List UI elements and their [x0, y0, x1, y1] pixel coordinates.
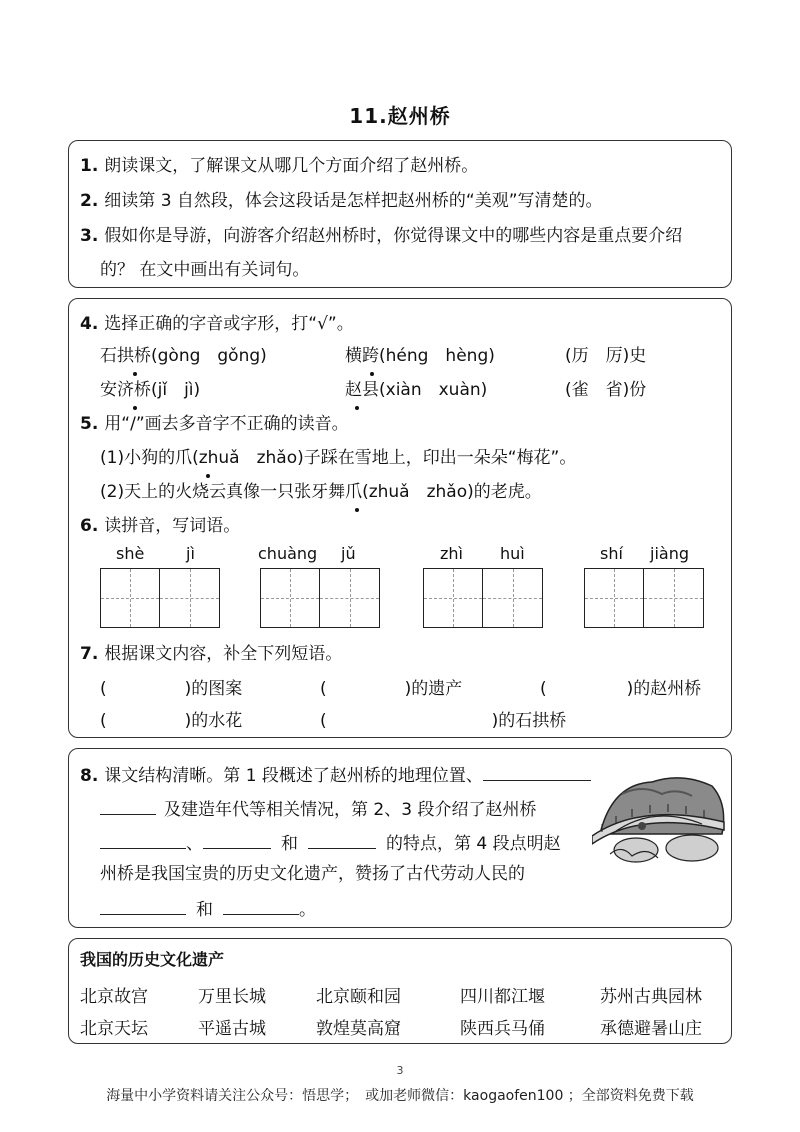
- emphasis-dot: [370, 372, 374, 376]
- question-1: 1. 朗读课文，了解课文从哪几个方面介绍了赵州桥。: [80, 156, 479, 176]
- emphasis-dot: [133, 406, 137, 410]
- emphasis-dot: [133, 372, 137, 376]
- q4-option: (历 厉)史: [565, 346, 647, 366]
- writing-cell[interactable]: [423, 568, 483, 628]
- fill-phrase[interactable]: ( )的赵州桥: [540, 679, 702, 699]
- pinyin: zhì: [440, 544, 463, 563]
- pinyin: jiàng: [650, 544, 689, 563]
- writing-cell[interactable]: [260, 568, 320, 628]
- pinyin: huì: [500, 544, 525, 563]
- writing-cell[interactable]: [320, 568, 380, 628]
- heritage-item: 敦煌莫高窟: [316, 1019, 401, 1039]
- heritage-item: 承德避暑山庄: [600, 1019, 702, 1039]
- question-5: 5. 用“/”画去多音字不正确的读音。: [80, 414, 349, 434]
- question-8-line-1: 8. 课文结构清晰。第 1 段概述了赵州桥的地理位置、: [80, 762, 591, 788]
- writing-cell[interactable]: [160, 568, 220, 628]
- heritage-heading: 我国的历史文化遗产: [80, 950, 225, 969]
- writing-grid[interactable]: [423, 568, 543, 630]
- question-8-line-2: 及建造年代等相关情况，第 2、3 段介绍了赵州桥: [100, 796, 536, 822]
- answer-blank[interactable]: [100, 796, 156, 815]
- question-3-cont: 的？ 在文中画出有关词句。: [100, 260, 310, 280]
- fill-phrase[interactable]: ( )的遗产: [320, 679, 463, 699]
- emphasis-dot: [355, 508, 359, 512]
- q4-option: 石拱桥(gòng gǒng): [100, 346, 267, 366]
- q4-option: 横跨(héng hèng): [345, 346, 495, 366]
- fill-phrase[interactable]: ( )的石拱桥: [320, 711, 567, 731]
- bridge-illustration: [592, 764, 730, 870]
- emphasis-dot: [206, 474, 210, 478]
- pinyin: shè: [116, 544, 145, 563]
- question-8-line-5: 和 。: [100, 896, 316, 922]
- writing-grid[interactable]: [260, 568, 380, 630]
- writing-cell[interactable]: [483, 568, 543, 628]
- question-7: 7. 根据课文内容，补全下列短语。: [80, 644, 343, 664]
- heritage-item: 平遥古城: [198, 1019, 266, 1039]
- writing-cell[interactable]: [100, 568, 160, 628]
- answer-blank[interactable]: [100, 896, 186, 915]
- fill-phrase[interactable]: ( )的水花: [100, 711, 243, 731]
- heritage-item: 北京故宫: [80, 987, 148, 1007]
- heritage-item: 四川都江堰: [460, 987, 545, 1007]
- question-4: 4. 选择正确的字音或字形，打“√”。: [80, 314, 354, 334]
- question-6: 6. 读拼音，写词语。: [80, 516, 241, 536]
- heritage-item: 北京颐和园: [316, 987, 401, 1007]
- page-title: 11.赵州桥: [349, 104, 451, 128]
- footer-note: 海量中小学资料请关注公众号：悟思学； 或加老师微信：kaogaofen100 ；全部资料免费下载: [106, 1088, 694, 1104]
- answer-blank[interactable]: [223, 896, 299, 915]
- answer-blank[interactable]: [483, 762, 591, 781]
- pinyin: jì: [186, 544, 195, 563]
- q4-option: (雀 省)份: [565, 380, 647, 400]
- answer-blank[interactable]: [308, 830, 376, 849]
- page-number: 3: [396, 1064, 404, 1077]
- question-2: 2. 细读第 3 自然段，体会这段话是怎样把赵州桥的“美观”写清楚的。: [80, 191, 603, 211]
- question-8-line-4: 州桥是我国宝贵的历史文化遗产，赞扬了古代劳动人民的: [100, 864, 525, 884]
- q5-sentence-2: (2)天上的火烧云真像一只张牙舞爪(zhuǎ zhǎo)的老虎。: [100, 482, 542, 502]
- answer-blank[interactable]: [203, 830, 271, 849]
- q4-option: 安济桥(jǐ jì): [100, 380, 201, 400]
- heritage-item: 苏州古典园林: [600, 987, 702, 1007]
- heritage-item: 万里长城: [198, 987, 266, 1007]
- writing-grid[interactable]: [584, 568, 704, 630]
- q5-sentence-1: (1)小狗的爪(zhuǎ zhǎo)子踩在雪地上，印出一朵朵“梅花”。: [100, 448, 577, 468]
- heritage-item: 陕西兵马俑: [460, 1019, 545, 1039]
- writing-grid[interactable]: [100, 568, 220, 630]
- question-3: 3. 假如你是导游，向游客介绍赵州桥时，你觉得课文中的哪些内容是重点要介绍: [80, 226, 683, 246]
- q4-option: 赵县(xiàn xuàn): [345, 380, 488, 400]
- heritage-item: 北京天坛: [80, 1019, 148, 1039]
- answer-blank[interactable]: [100, 830, 186, 849]
- fill-phrase[interactable]: ( )的图案: [100, 679, 243, 699]
- writing-cell[interactable]: [644, 568, 704, 628]
- pinyin: chuàng: [258, 544, 318, 563]
- emphasis-dot: [355, 406, 359, 410]
- writing-cell[interactable]: [584, 568, 644, 628]
- question-8-line-3: 、 和 的特点，第 4 段点明赵: [100, 830, 561, 856]
- pinyin: shí: [600, 544, 623, 563]
- pinyin: jǔ: [341, 544, 356, 563]
